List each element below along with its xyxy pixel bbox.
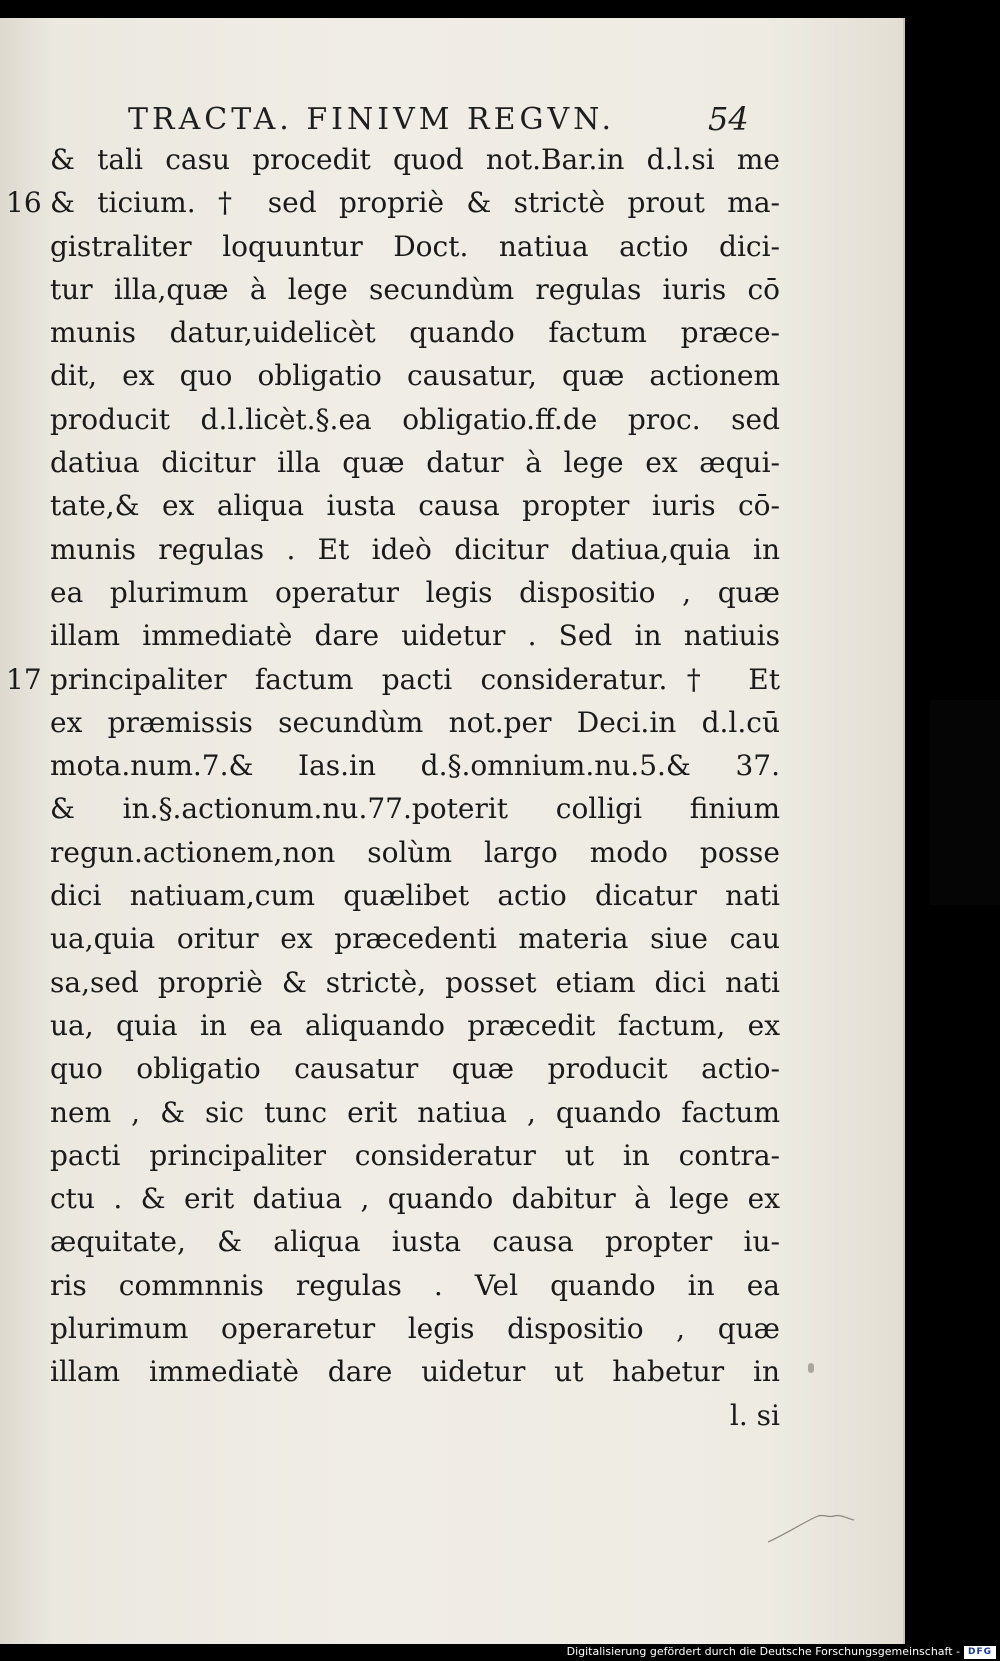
line-text: tate,& ex aliqua iusta causa propter iuris cō- [50, 489, 780, 523]
line-text: illam immediatè dare uidetur ut habetur in [50, 1355, 780, 1389]
text-line [50, 1134, 780, 1177]
text-line [50, 1177, 780, 1220]
line-text: principaliter factum pacti consideratur.† Et [50, 662, 780, 696]
text-line [50, 528, 780, 571]
line-text: gistraliter loquuntur Doct. natiua actio dici- [50, 229, 780, 263]
line-text: munis regulas . Et ideò dicitur datiua,quia in [50, 532, 780, 566]
text-line [50, 1047, 780, 1090]
running-head [128, 102, 758, 142]
margin-note-number: 16 [6, 186, 42, 220]
book-page [0, 18, 905, 1644]
dfg-logo: DFG [964, 1646, 996, 1659]
line-text: dit, ex quo obligatio causatur, quæ actionem [50, 359, 780, 393]
text-line [50, 398, 780, 441]
text-line [50, 1307, 780, 1350]
text-line [50, 917, 780, 960]
line-text: sa,sed propriè & strictè, posset etiam dici nati [50, 965, 780, 999]
folio-number: 54 [708, 100, 749, 138]
line-text: ua,quia oritur ex præcedenti materia siue cau [50, 922, 780, 956]
line-text: mota.num.7.& Ias.in d.§.omnium.nu.5.& 37. [50, 749, 780, 783]
text-line [6, 658, 780, 701]
margin-note-number: 17 [6, 662, 42, 696]
text-line [50, 614, 780, 657]
text-line [50, 744, 780, 787]
line-text: & tali casu procedit quod not.Bar.in d.l.si me [50, 143, 780, 176]
catchword: l. si [729, 1398, 780, 1432]
text-line [50, 1350, 780, 1393]
text-line [50, 484, 780, 527]
text-line [50, 138, 780, 181]
line-text: plurimum operaretur legis dispositio , quæ [50, 1312, 780, 1346]
text-line [50, 787, 780, 830]
text-line [50, 1264, 780, 1307]
text-line [50, 311, 780, 354]
running-title: TRACTA. FINIVM REGVN. [128, 102, 615, 137]
text-line [50, 354, 780, 397]
line-text: & ticium. † sed propriè & strictè prout ma- [50, 186, 780, 220]
text-line [50, 268, 780, 311]
line-text: pacti principaliter consideratur ut in contra- [50, 1138, 780, 1172]
text-line [6, 181, 780, 224]
line-text: tur illa,quæ à lege secundùm regulas iuris cō [50, 272, 780, 306]
line-text: ex præmissis secundùm not.per Deci.in d.l.cū [50, 705, 780, 739]
line-text: quo obligatio causatur quæ producit actio- [50, 1052, 780, 1086]
line-text: datiua dicitur illa quæ datur à lege ex æqui- [50, 446, 780, 480]
line-text: ea plurimum operatur legis dispositio , quæ [50, 575, 780, 609]
line-text: æquitate, & aliqua iusta causa propter iu- [50, 1225, 780, 1259]
text-line [50, 1220, 780, 1263]
line-text: munis datur,uidelicèt quando factum præce- [50, 316, 780, 350]
line-text: ua, quia in ea aliquando præcedit factum, ex [50, 1008, 780, 1042]
line-text: ctu . & erit datiua , quando dabitur à lege ex [50, 1182, 780, 1216]
text-line [50, 571, 780, 614]
line-text: illam immediatè dare uidetur . Sed in natiuis [50, 619, 780, 653]
scan-background-shadow [930, 700, 1000, 905]
text-line [50, 961, 780, 1004]
pen-flourish-icon [766, 1506, 856, 1546]
line-text: regun.actionem,non solùm largo modo posse [50, 835, 780, 869]
line-text: ris commnnis regulas . Vel quando in ea [50, 1268, 780, 1302]
text-line [50, 1091, 780, 1134]
line-text: & in.§.actionum.nu.77.poterit colligi finium [50, 792, 780, 826]
footer-credit: Digitalisierung gefördert durch die Deutsche Forschungsgemeinschaft - [566, 1645, 960, 1658]
body-text [6, 138, 780, 1437]
text-line [50, 1004, 780, 1047]
line-text: dici natiuam,cum quælibet actio dicatur nati [50, 879, 780, 913]
line-text: producit d.l.licèt.§.ea obligatio.ff.de proc. sed [50, 402, 780, 436]
line-text: nem , & sic tunc erit natiua , quando factum [50, 1095, 780, 1129]
text-line [50, 701, 780, 744]
text-line [50, 831, 780, 874]
text-line [50, 441, 780, 484]
ink-spot [808, 1363, 814, 1373]
text-line [50, 225, 780, 268]
text-line [50, 874, 780, 917]
